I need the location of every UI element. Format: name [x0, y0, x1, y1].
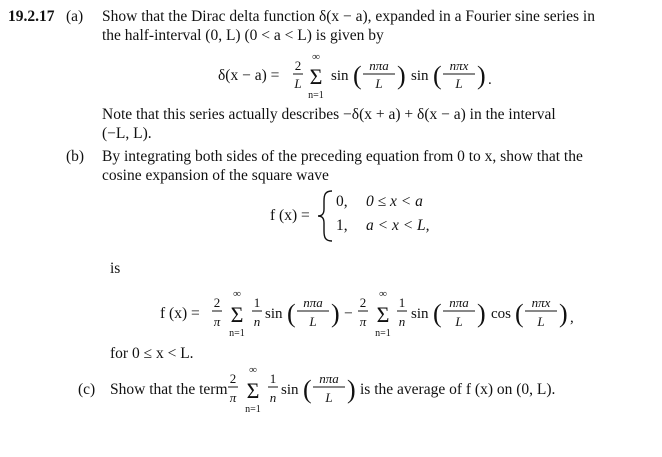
part-a-note-line-2: (−L, L).	[102, 125, 152, 142]
eq4-inv-num: 1	[269, 371, 277, 386]
eq3-comma: ,	[570, 310, 574, 326]
eq1-sum-top: ∞	[312, 51, 320, 63]
eq1-rparen-1: )	[397, 61, 406, 90]
part-a-line-2: the half-interval (0, L) (0 < a < L) is given by	[102, 27, 384, 44]
eq3-sum1-top: ∞	[233, 288, 241, 300]
eq3-inv1-den: n	[253, 314, 261, 329]
eq3-rparen-1: )	[331, 299, 340, 328]
eq4-rparen: )	[347, 375, 356, 404]
eq3-rparen-3: )	[559, 299, 568, 328]
eq3-arg1-num: nπa	[303, 295, 323, 310]
eq1-lparen-1: (	[353, 61, 362, 90]
eq1-arg2-num: nπx	[449, 58, 469, 73]
eq4-sin: sin	[281, 382, 299, 398]
part-b-line-2: cosine expansion of the square wave	[102, 167, 329, 184]
eq3-lparen-2: (	[433, 299, 442, 328]
eq2-case1-value: 0,	[336, 193, 348, 210]
eq1-coef-den: L	[294, 76, 302, 91]
eq2-lhs: f (x) =	[270, 207, 310, 224]
eq3-arg2-den: L	[455, 314, 463, 329]
eq4-arg-den: L	[325, 390, 333, 405]
part-a-label: (a)	[66, 8, 84, 25]
part-b-label: (b)	[66, 148, 85, 165]
part-b-range: for 0 ≤ x < L.	[110, 345, 194, 362]
part-c-after: is the average of f (x) on (0, L).	[360, 381, 556, 398]
eq4-inv-den: n	[269, 390, 277, 405]
eq1-lhs: δ(x − a) =	[218, 67, 280, 84]
eq1-lparen-2: (	[433, 61, 442, 90]
eq2-case2-cond: a < x < L,	[366, 217, 430, 234]
eq3-arg3-den: L	[537, 314, 545, 329]
eq3-cos: cos	[491, 306, 511, 322]
eq3-lparen-1: (	[287, 299, 296, 328]
eq1-sum-sign: Σ	[309, 64, 323, 89]
eq4-sum-top: ∞	[249, 364, 257, 376]
eq1-rparen-2: )	[477, 61, 486, 90]
eq3-c2-num: 2	[359, 295, 367, 310]
eq4-sum-bottom: n=1	[245, 404, 261, 415]
eq1-arg2-den: L	[455, 76, 463, 91]
eq2-case1-cond: 0 ≤ x < a	[366, 193, 423, 210]
equation-delta-sine-series	[218, 50, 518, 102]
eq1-arg1-num: nπa	[369, 58, 389, 73]
equation-average-term	[226, 362, 356, 418]
eq1-coef-num: 2	[294, 58, 302, 73]
eq3-sum2-bottom: n=1	[375, 328, 391, 339]
eq3-c1-den: π	[213, 314, 221, 329]
eq1-arg1-den: L	[375, 76, 383, 91]
eq3-lhs: f (x) =	[160, 305, 200, 322]
eq1-sum-bottom: n=1	[308, 90, 324, 101]
eq3-arg2-num: nπa	[449, 295, 469, 310]
eq3-rparen-2: )	[477, 299, 486, 328]
eq3-arg1-den: L	[309, 314, 317, 329]
eq3-lparen-3: (	[515, 299, 524, 328]
eq1-sin-1: sin	[331, 68, 349, 84]
eq3-sum2-top: ∞	[379, 288, 387, 300]
part-b-line-1: By integrating both sides of the preceding equation from 0 to x, show that the	[102, 148, 583, 165]
eq4-sum-sign: Σ	[246, 378, 260, 403]
eq1-sin-2: sin	[411, 68, 429, 84]
eq1-period: .	[488, 72, 492, 88]
eq4-lparen: (	[303, 375, 312, 404]
part-b-is: is	[110, 260, 121, 277]
eq3-sum2-sign: Σ	[376, 302, 390, 327]
eq2-case2-value: 1,	[336, 217, 348, 234]
eq3-inv2-num: 1	[398, 295, 406, 310]
eq3-arg3-num: nπx	[531, 295, 551, 310]
eq3-sin-2: sin	[411, 306, 429, 322]
eq3-sum1-sign: Σ	[230, 302, 244, 327]
eq4-c-num: 2	[229, 371, 237, 386]
eq3-minus: −	[344, 305, 353, 322]
eq3-sin-1: sin	[265, 306, 283, 322]
eq2-left-brace	[318, 191, 332, 241]
eq3-inv2-den: n	[398, 314, 406, 329]
eq3-c1-num: 2	[213, 295, 221, 310]
part-c-label: (c)	[78, 381, 96, 398]
eq4-arg-num: nπa	[319, 371, 339, 386]
equation-square-wave	[270, 189, 460, 243]
part-a-note-line-1: Note that this series actually describes −δ(x + a) + δ(x − a) in the interval	[102, 106, 556, 123]
part-a-line-1: Show that the Dirac delta function δ(x − a), expanded in a Fourier sine series in	[102, 8, 595, 25]
equation-cosine-expansion	[160, 286, 580, 342]
part-c-before: Show that the term	[110, 381, 228, 398]
eq3-inv1-num: 1	[253, 295, 261, 310]
eq3-c2-den: π	[359, 314, 367, 329]
problem-number: 19.2.17	[8, 8, 55, 25]
eq4-c-den: π	[229, 390, 237, 405]
eq3-sum1-bottom: n=1	[229, 328, 245, 339]
